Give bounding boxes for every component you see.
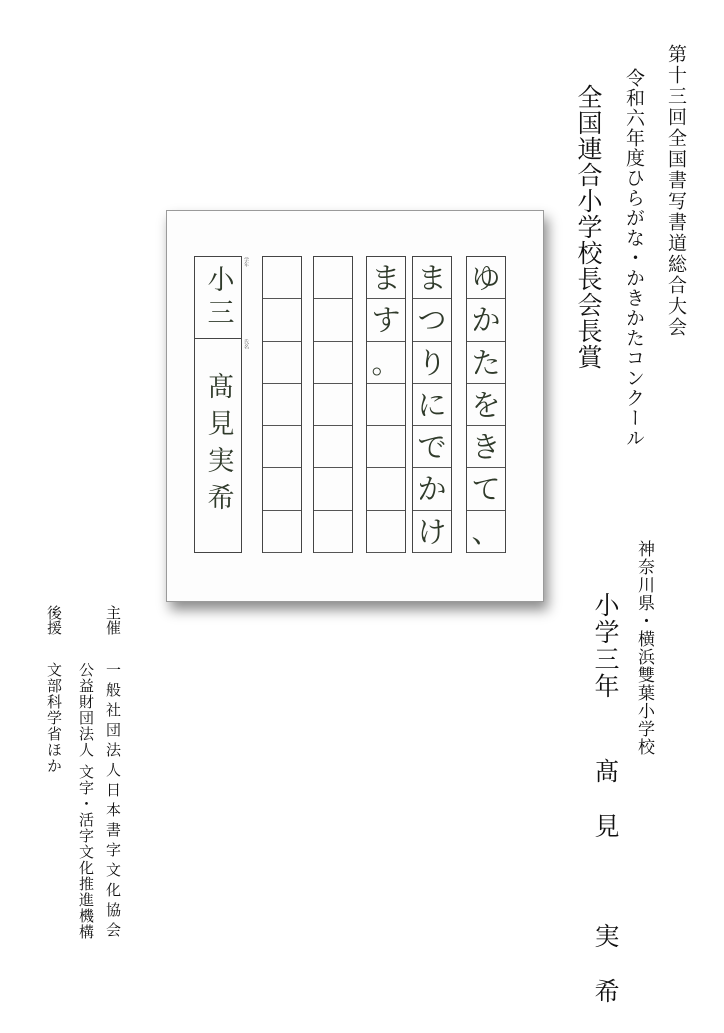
organizer-label: 主催 (104, 605, 122, 635)
grid-char: き (471, 430, 501, 465)
grid-char: ま (371, 261, 401, 295)
name-field-label: 氏名 (243, 339, 249, 349)
award-name: 全国連合小学校長会長賞 (574, 84, 603, 370)
school-name: 神奈川県・横浜雙葉小学校 (634, 540, 654, 756)
grid-char: か (471, 303, 501, 338)
supporter-label: 後援 (45, 605, 63, 635)
grid-char: で (417, 430, 447, 465)
grid-char: つ (417, 303, 447, 338)
contest-subtitle: 令和六年度ひらがな・かきかたコンクール (623, 68, 645, 448)
grid-column-3 (366, 256, 406, 553)
name-box (194, 256, 242, 553)
grid-char: り (417, 345, 447, 380)
grid-char: ま (417, 261, 447, 295)
grid-column-1 (466, 256, 506, 553)
grade-field-label: 学年 (243, 257, 249, 267)
grid-char: 。 (371, 345, 401, 380)
grid-char: ゆ (471, 261, 501, 295)
organizer-2: 公益財団法人 文字・活字文化推進機構 (77, 662, 95, 940)
organizer-1: 一般社団法人日本書字文化協会 (104, 662, 122, 942)
grid-char: て (471, 472, 501, 507)
calligraphy-sheet (166, 210, 544, 602)
grid-column-2 (412, 256, 452, 553)
grid-column-5 (262, 256, 302, 553)
grid-char: か (417, 472, 447, 507)
sheet-name: 髙見実希 (202, 371, 234, 520)
grid-char: け (417, 514, 447, 549)
sheet-grade: 小三 (202, 264, 234, 331)
grid-char: た (471, 345, 501, 380)
grid-char: 、 (471, 514, 501, 549)
contest-title: 第十三回全国書写書道総合大会 (665, 44, 687, 338)
grid-char: を (471, 387, 501, 422)
student-grade: 小学三年 (591, 592, 620, 700)
grid-char: す (371, 303, 401, 338)
grid-char: に (417, 387, 447, 422)
supporter-1: 文部科学省ほか (45, 662, 63, 774)
grid-column-4 (313, 256, 353, 553)
student-name: 髙見 実希 (591, 758, 620, 1033)
